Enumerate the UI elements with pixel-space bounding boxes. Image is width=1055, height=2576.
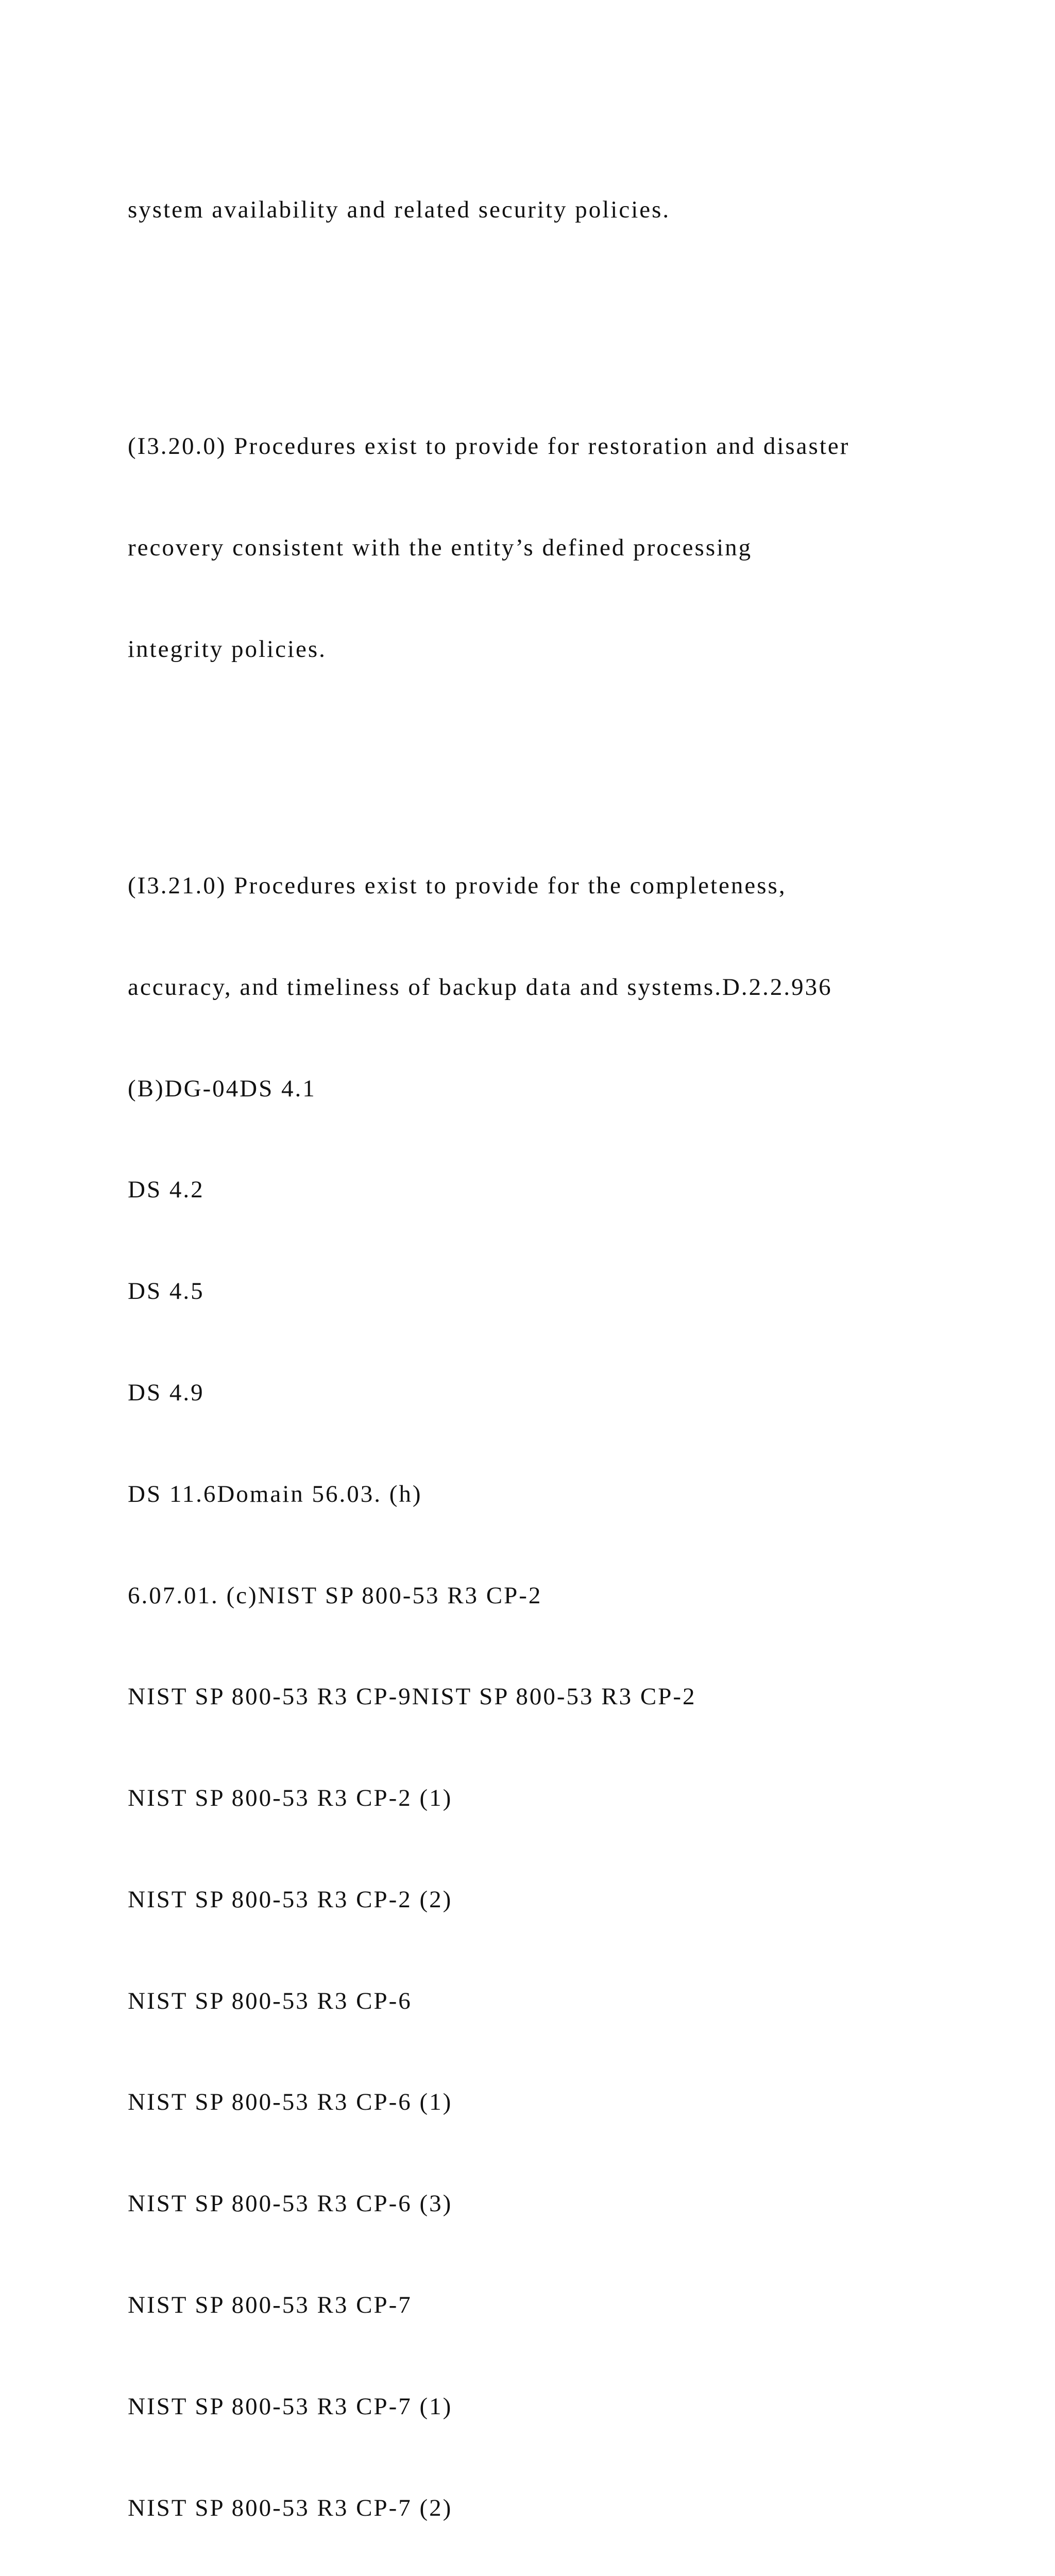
- text-line: NIST SP 800-53 R3 CP-9NIST SP 800-53 R3 CP-2: [128, 1683, 696, 1710]
- text-line: integrity policies.: [128, 635, 327, 663]
- text-line: accuracy, and timeliness of backup data and systems.D.2.2.936: [128, 973, 832, 1001]
- text-line: (B)DG-04DS 4.1: [128, 1075, 316, 1102]
- text-line: (I3.21.0) Procedures exist to provide for the completeness,: [128, 872, 787, 900]
- text-line: DS 11.6Domain 56.03. (h): [128, 1480, 422, 1507]
- text-line: NIST SP 800-53 R3 CP-7 (1): [128, 2393, 453, 2420]
- document-body: [128, 126, 993, 2576]
- text-line: DS 4.9: [128, 1379, 205, 1406]
- paragraph-gap: [128, 295, 993, 329]
- text-line: NIST SP 800-53 R3 CP-7 (2): [128, 2494, 453, 2521]
- text-line: NIST SP 800-53 R3 CP-6 (1): [128, 2089, 453, 2116]
- text-line: NIST SP 800-53 R3 CP-2 (2): [128, 1886, 453, 1913]
- text-line: 6.07.01. (c)NIST SP 800-53 R3 CP-2: [128, 1582, 542, 1609]
- text-line: NIST SP 800-53 R3 CP-7: [128, 2292, 412, 2318]
- text-line: system availability and related security policies.: [128, 196, 671, 224]
- text-line: NIST SP 800-53 R3 CP-6: [128, 1987, 412, 2014]
- text-line: recovery consistent with the entity’s defined processing: [128, 534, 753, 562]
- text-line: (I3.20.0) Procedures exist to provide for restoration and disaster: [128, 433, 850, 460]
- paragraph-gap: [128, 734, 993, 768]
- text-line: NIST SP 800-53 R3 CP-2 (1): [128, 1785, 453, 1812]
- text-line: NIST SP 800-53 R3 CP-6 (3): [128, 2190, 453, 2217]
- text-line: DS 4.5: [128, 1278, 205, 1305]
- text-line: DS 4.2: [128, 1176, 205, 1204]
